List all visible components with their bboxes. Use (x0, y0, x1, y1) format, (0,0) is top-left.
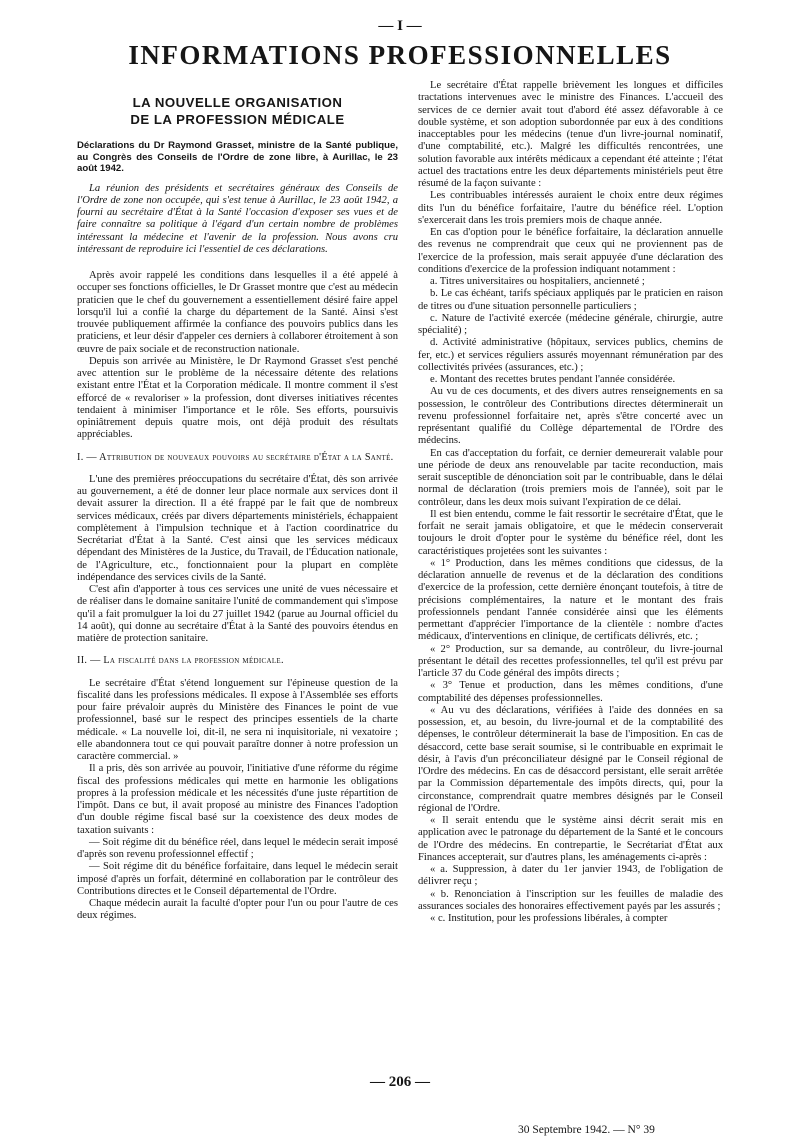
page-number: — 206 — (370, 1074, 430, 1090)
body-paragraph: En cas d'option pour le bénéfice forfaitaire, la déclaration annuelle des revenus ne comprendrait que ceux qui ne proviennent pas de l'exercice de la profession, mais serait appuyée d'une déclaration des conditions d'exercice de la profession indiquant notamment : (418, 227, 723, 275)
list-item: b. Le cas échéant, tarifs spéciaux appliqués par le praticien en raison de titres ou d'une situation personnelle particuliers ; (418, 288, 723, 312)
body-paragraph: L'une des premières préoccupations du secrétaire d'État, dès son arrivée au gouvernement, a été de donner leur place normale aux services dont il devait assurer la direction. Il a été frappé par le fait que de nombreux services médicaux, créés par divers départements ministériels, échappaient complètement à l'impulsion technique et à l'action coordinatrice du Secrétariat d'État à la Santé. C'est ainsi que les services médicaux dépendant des Ministères de la Justice, du Travail, de l'Éducation nationale, de l'Agriculture, etc., fonctionnaient pour la plupart en complète indépendance des services civils de la Santé. (77, 473, 398, 583)
quoted-paragraph: « 2° Production, sur sa demande, au contrôleur, du livre-journal présentant le détail des recettes professionnelles, tel qu'il est prévu par l'article 37 du Code général des impôts directs ; (418, 643, 723, 679)
list-item: e. Montant des recettes brutes pendant l'année considérée. (430, 374, 676, 385)
declarations-subtitle: Déclarations du Dr Raymond Grasset, ministre de la Santé publique, au Congrès des Conseils de l'Ordre de zone libre, à Aurillac, le 23 août 1942. (77, 140, 398, 174)
body-paragraph: — Soit régime dit du bénéfice réel, dans lequel le médecin serait imposé d'après son revenu professionnel effectif ; (77, 836, 398, 860)
list-item: a. Titres universitaires ou hospitaliers, ancienneté ; (430, 276, 645, 287)
article-title-line-1: LA NOUVELLE ORGANISATION (132, 95, 343, 110)
body-paragraph: Depuis son arrivée au Ministère, le Dr Raymond Grasset s'est penché avec attention sur le problème de la nécessaire détente des relations existant entre l'État et la Corporation médicale. Il montre comment il s'est efforcé de « revaloriser » la profession, dont diverses initiatives récentes tendaient à minimiser l'importance et le rôle. Ses efforts, poursuivis opiniâtrement depuis quatre mois, ont déjà produit des résultats appréciables. (77, 355, 398, 441)
body-paragraph: En cas d'acceptation du forfait, ce dernier demeurerait valable pour une période de deux ans renouvelable par tacite reconduction, mais serait susceptible de dénonciation soit par le contribuable, dans le délai normal de déclaration (trois premiers mois de l'année), soit par le contrôleur, dans les deux mois suivant l'expiration de ce délai. (418, 447, 723, 508)
body-paragraph: C'est afin d'apporter à tous ces services une unité de vues nécessaire et de réaliser dans le domaine sanitaire l'unité de commandement qui s'impose qu'il a fait promulguer la loi du 27 juillet 1942 (parue au Journal officiel du 14 août), qui donne au secrétaire d'État à la Santé des pouvoirs étendus en matière de protection sanitaire. (77, 584, 398, 644)
section-heading-1: I. — Attribution de nouveaux pouvoirs au secrétaire d'État a la Santé. (77, 451, 394, 463)
top-page-marker: — I — (378, 18, 422, 34)
list-item: d. Activité administrative (hôpitaux, services publics, chemins de fer, etc.) et services réguliers assurés moyennant rémunération par des collectivités privées (assurances, etc.) ; (418, 337, 723, 373)
quoted-list-item: « b. Renonciation à l'inscription sur les feuilles de maladie des assurances sociales des honoraires effectivement payés par les assurés ; (418, 888, 723, 912)
quoted-paragraph: « Au vu des déclarations, vérifiées à l'aide des données en sa possession, et, au besoin, du livre-journal et de la comptabilité des dépenses, le contrôleur déterminerait la base de l'imposition. En cas de désaccord, cette base serait soumise, si le contribuable en exprimait le désir, à l'avis d'un préconciliateur désigné par le Conseil régional de l'Ordre des médecins. En cas de désaccord persistant, elle serait arrêtée par la Commission départementale des impôts directs, qui, pour la circonstance, comprendrait quatre membres désignés par le Conseil régional de l'Ordre. (418, 704, 723, 814)
body-paragraph: Les contribuables intéressés auraient le choix entre deux régimes dits l'un du bénéfice forfaitaire, l'autre du bénéfice réel. L'option s'exercerait dans les trois premiers mois de chaque année. (418, 190, 723, 226)
body-paragraph: Au vu de ces documents, et des divers autres renseignements en sa possession, le contrôleur des Contributions directes déterminerait un revenu professionnel forfaitaire net, après s'être concerté avec un représentant qualifié du Collège départemental de l'Ordre des médecins. (418, 386, 723, 447)
list-item: c. Nature de l'activité exercée (médecine générale, chirurgie, autre spécialité) ; (418, 312, 723, 336)
body-paragraph: Il est bien entendu, comme le fait ressortir le secrétaire d'État, que le forfait ne serait jamais obligatoire, et que le médecin conserverait toujours le droit d'opter pour le système du bénéfice réel, dont les caractéristiques projetées sont les suivantes : (418, 508, 723, 557)
article-intro: La réunion des présidents et secrétaires généraux des Conseils de l'Ordre de zone non occupée, qui s'est tenue à Aurillac, le 23 août 1942, a fourni au secrétaire d'État à la Santé l'occasion d'exposer ses vues et de faire connaître sa politique à l'égard d'un certain nombre de problèmes intéressant la médecine et l'avenir de la profession. Nous avons cru intéressant de reproduire ici l'essentiel de ces déclarations. (77, 182, 398, 255)
section-heading-2: II. — La fiscalité dans la profession médicale. (77, 655, 284, 667)
body-paragraph: Chaque médecin aurait la faculté d'opter pour l'un ou pour l'autre de ces deux régimes. (77, 898, 398, 922)
quoted-paragraph: « 3° Tenue et production, dans les mêmes conditions, d'une comptabilité des dépenses professionnelles. (418, 680, 723, 704)
quoted-paragraph: « Il serait entendu que le système ainsi décrit serait mis en application avec le patronage du département de la Santé et le concours de l'Ordre des médecins. En contrepartie, le Secrétariat d'État aux Finances accepterait, sur d'autres plans, les aménagements ci-après : (418, 815, 723, 863)
article-title (77, 94, 398, 128)
masthead-title: INFORMATIONS PROFESSIONNELLES (128, 40, 672, 70)
article-title-line-2: DE LA PROFESSION MÉDICALE (130, 112, 345, 127)
issue-date: 30 Septembre 1942. — N° 39 (518, 1124, 655, 1136)
body-paragraph: Il a pris, dès son arrivée au pouvoir, l'initiative d'une réforme du régime fiscal des professions médicales qui mette en harmonie les obligations propres à la profession médicale et les nécessités d'une juste répartition de l'impôt. Dans ce but, il avait proposé au ministre des Finances l'adoption d'un double régime fiscal basé sur la coexistence des deux modes de taxation suivants : (77, 763, 398, 836)
quoted-paragraph: « 1° Production, dans les mêmes conditions que cidessus, de la déclaration annuelle de revenus et de la déclaration des conditions d'exercice de la profession, cette dernière énonçant toutefois, à titre de précisions complémentaires, la nature et le montant des frais professionnels pendant l'année considérée ainsi que les éléments permettant d'apprécier l'importance de la clientèle : nombre d'actes médicaux, d'interventions en clinique, de certificats délivrés, etc. ; (418, 557, 723, 643)
body-paragraph: Après avoir rappelé les conditions dans lesquelles il a été appelé à occuper ses fonctions officielles, le Dr Grasset montre que c'est au médecin praticien que le chef du gouvernement a essentiellement désiré faire appel lorsqu'il lui a confié la charge du département de la Santé. Ainsi s'est trouvée publiquement affirmée la confiance des pouvoirs publics dans les praticiens, et leur désir d'appeler ces derniers à collaborer étroitement à son œuvre de paix sociale et de reconstruction nationale. (77, 270, 398, 355)
quoted-list-item: « c. Institution, pour les professions libérales, à compter (430, 913, 668, 924)
right-column (418, 80, 723, 925)
quoted-list-item: « a. Suppression, à dater du 1er janvier 1943, de l'obligation de délivrer reçu ; (418, 864, 723, 888)
body-paragraph: Le secrétaire d'État s'étend longuement sur l'épineuse question de la fiscalité dans les professions médicales. Il expose à l'Assemblée ses efforts pour faire prévaloir auprès du Ministère des Finances le point de vue professionnel, basé sur le respect des principes essentiels de la charte médicale. « La nouvelle loi, dit-il, ne sera ni inquisitoriale, ni vexatoire ; elle abandonnera tout ce qui pouvait paraître donner à notre profession un caractère commercial. » (77, 677, 398, 762)
body-paragraph: Le secrétaire d'État rappelle brièvement les longues et difficiles tractations intervenues avec le ministre des Finances. L'accueil des services de ce dernier avait tout d'abord été assez défavorable à ce double système, et son adoption subordonnée par eux à des conditions inacceptables pour les médecins (tenue d'un livre-journal nominatif, d'une comptabilité, etc.). Malgré les difficultés rencontrées, une solution favorable aux intérêts médicaux a cependant été atteinte ; l'état actuel des tractations entre les deux départements ministériels peut être résumé de la façon suivante : (418, 80, 723, 189)
left-column (77, 82, 398, 923)
body-paragraph: — Soit régime dit du bénéfice forfaitaire, dans lequel le médecin serait imposé d'après un forfait, déterminé en collaboration par le contrôleur des Contributions directes et le Conseil départemental de l'Ordre. (77, 861, 398, 897)
